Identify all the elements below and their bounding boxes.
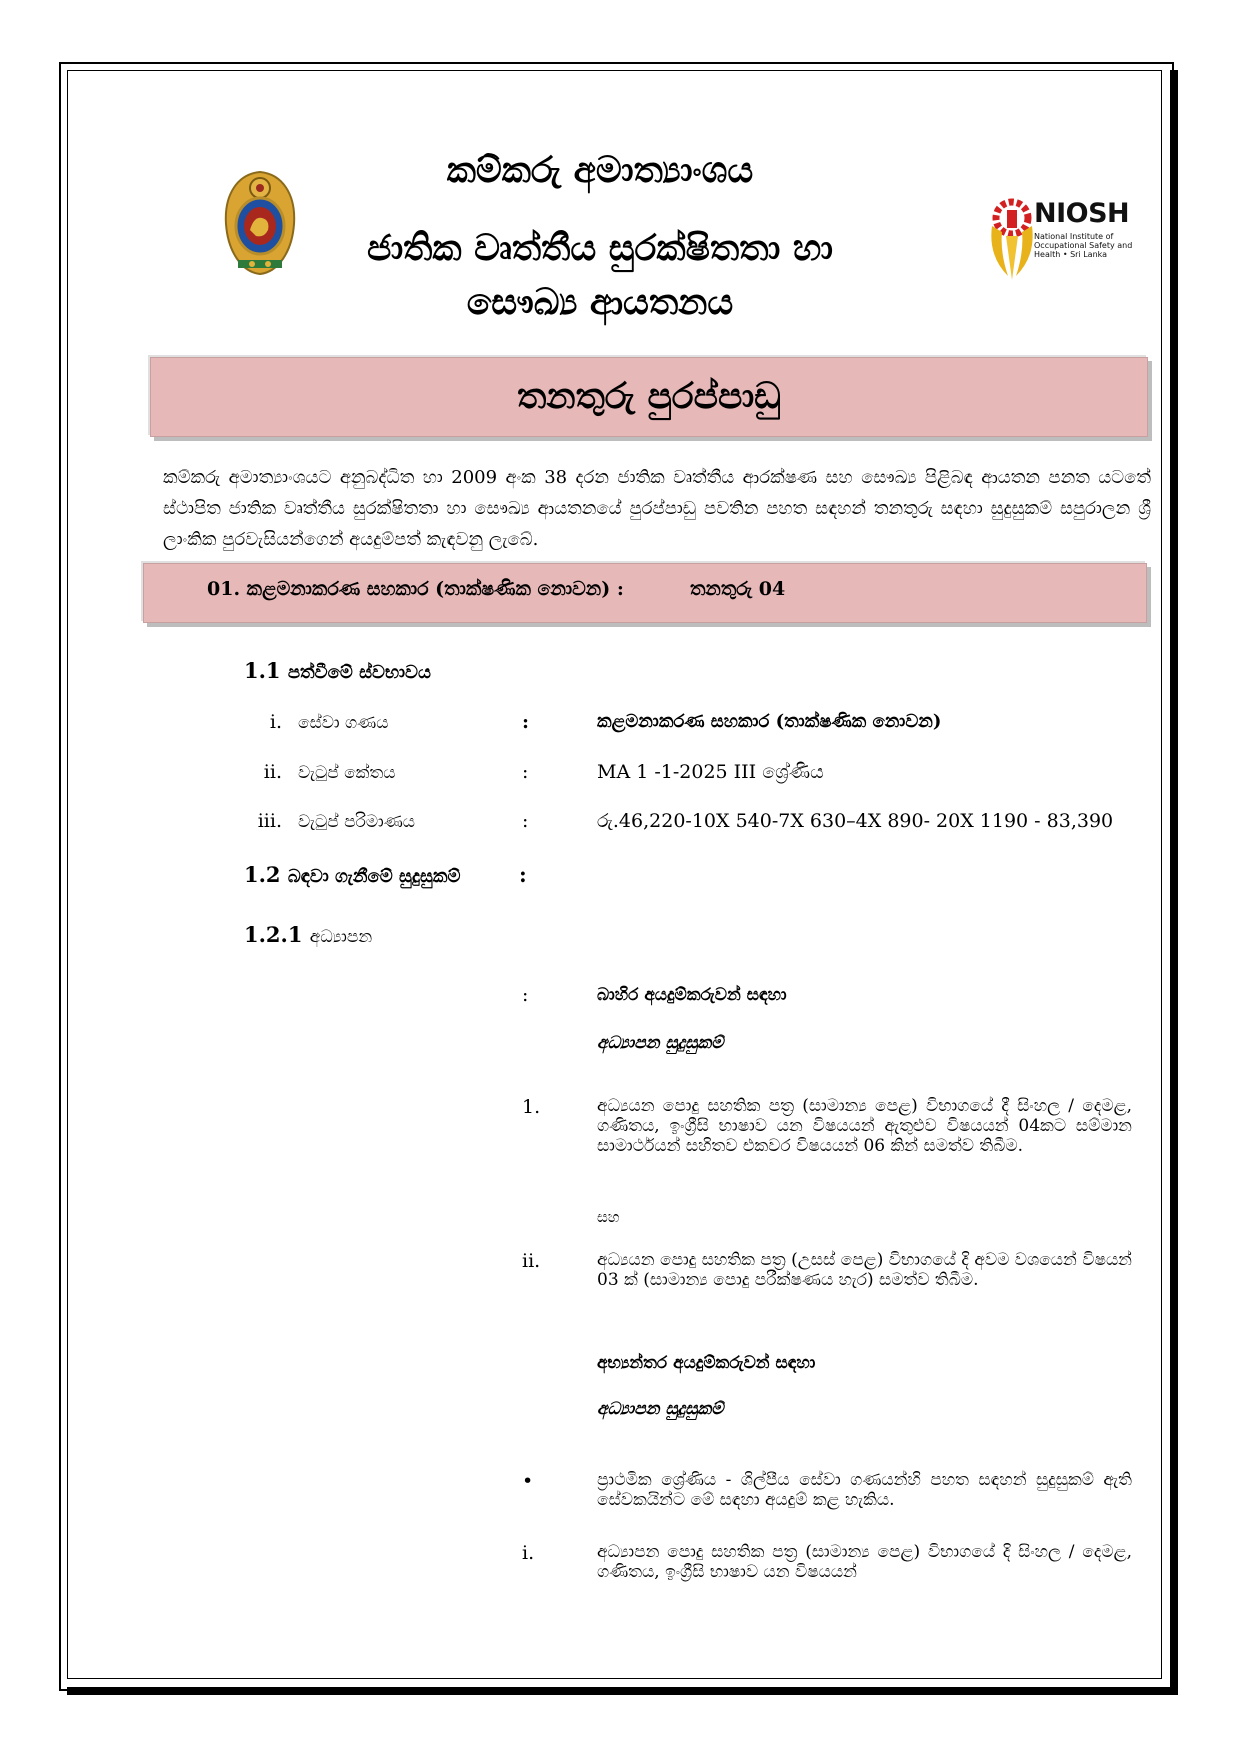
sri-lanka-emblem-icon: [222, 168, 298, 278]
vacancies-banner-title: තනතුරු පුරප්පාඩු: [517, 375, 781, 417]
internal-item-marker: •: [522, 1470, 534, 1492]
row-value: MA 1 -1-2025 III ශ්‍රේණිය: [597, 761, 824, 783]
internal-title: අභ්‍යන්තර අයදුම්කරුවන් සඳහා: [597, 1353, 816, 1373]
row-index: ii.: [263, 761, 282, 783]
ministry-title: කම්කරු අමාත්‍යාංශය: [446, 149, 754, 191]
row-label: සේවා ගණය: [298, 713, 389, 733]
page-shadow-bottom: [67, 1687, 1178, 1695]
vacancies-banner: [150, 357, 1148, 437]
institute-title-line1: ජාතික වෘත්තීය සුරක්ෂිතතා හා: [366, 227, 834, 269]
row-index: i.: [269, 711, 282, 733]
niosh-subtitle: National Institute of Occupational Safety and Health • Sri Lanka: [1034, 232, 1133, 259]
external-title: බාහිර අයදුම්කරුවන් සඳහා: [597, 985, 787, 1005]
row-index: iii.: [257, 810, 282, 832]
row-label: වැටුප් කේතය: [298, 763, 396, 783]
internal-item-text: අධ්‍යාපන පොදු සහතික පත්‍ර (සාමාන්‍ය පෙළ) විභාගයේ දි සිංහල / දෙමළ, ගණිතය, ඉංග්‍රීසි භාෂාව යන විෂයයන්: [597, 1542, 1132, 1582]
education-heading-number: 1.2.1: [244, 922, 303, 947]
niosh-logo: [986, 196, 1136, 284]
external-subtitle: අධ්‍යාපන සුදුසුකම්: [597, 1033, 724, 1053]
nature-heading-number: 1.1: [244, 658, 281, 683]
external-item-text: අධ්‍යයන පොදු සහතික පත්‍ර (සාමාන්‍ය පෙළ) විභාගයේ දී සිංහල / දෙමළ, ගණිතය, ඉංග්‍රීසි භාෂාව යන විෂයයන් ඇතුළුව විෂයයන් 04කට සම්මාන සාමාර්ථයන් සහිතව එකවර විෂයයන් 06 කින් සමත්ව තිබීම.: [597, 1096, 1132, 1156]
external-item-text: අධ්‍යයන පොදු සහතික පත්‍ර (උසස් පෙළ) විභාගයේ දි අවම වශයෙන් විෂයන් 03 ක් (සාමාන්‍ය පොදු පරීක්ෂණය හැර) සමත්ව තිබීම.: [597, 1250, 1132, 1290]
internal-subtitle: අධ්‍යාපන සුදුසුකම්: [597, 1399, 724, 1419]
qualifications-heading-number: 1.2: [244, 862, 281, 887]
section-positions: තනතුරු 04: [690, 578, 786, 600]
row-value: රු.46,220-10X 540-7X 630–4X 890- 20X 1190 - 83,390: [597, 810, 1114, 832]
row-value: කළමනාකරණ සහකාර (තාක්ෂණික නොවන): [597, 711, 942, 732]
page-shadow-right: [1170, 70, 1178, 1694]
niosh-title: NIOSH: [1034, 198, 1130, 229]
education-heading-text: අධ්‍යාපන: [309, 927, 373, 947]
qualifications-colon: :: [519, 862, 527, 887]
row-colon: :: [522, 810, 529, 832]
niosh-gear-icon: [986, 196, 1034, 284]
external-item-marker: 1.: [522, 1096, 541, 1118]
qualifications-heading-text: බඳවා ගැනීමේ සුදුසුකම්: [287, 866, 461, 887]
external-item-marker: ii.: [522, 1250, 541, 1272]
nature-heading: [244, 658, 431, 686]
qualifications-heading: [244, 862, 460, 890]
row-colon: :: [522, 761, 529, 783]
intro-paragraph: කම්කරු අමාත්‍යාංශයට අනුබද්ධිත හා 2009 අංක 38 දරන ජාතික වෘත්තීය ආරක්ෂණ සහ සෞඛ්‍ය පිළිබඳ ආයතන පනත යටතේ ස්ථාපිත ජාතික වෘත්තීය සුරක්ෂිතතා හා සෞඛ්‍ය ආයතනයේ පුරප්පාඩු පවතින පහත සඳහන් තනතුරු සඳහා සුදුසුකම් සපුරාලන ශ්‍රී ලාංකික පුරවැසියන්ගෙන් අයදුම්පත් කැඳවනු ලැබේ.: [163, 467, 1151, 550]
education-heading: [244, 922, 372, 950]
and-text: සහ: [597, 1208, 620, 1226]
row-colon: :: [522, 711, 530, 733]
section-banner: [143, 563, 1147, 623]
row-label: වැටුප් පරිමාණය: [298, 812, 416, 832]
section-title: 01. කළමනාකරණ සහකාර (තාක්ෂණික නොවන) :: [207, 578, 624, 600]
institute-title-line2: සෞඛ්‍ය ආයතනය: [466, 281, 734, 323]
external-colon: :: [522, 984, 529, 1006]
internal-item-marker: i.: [522, 1542, 535, 1564]
nature-heading-text: පත්වීමේ ස්වභාවය: [287, 662, 431, 683]
internal-item-text: ප්‍රාථමික ශ්‍රේණිය - ශිල්පීය සේවා ගණයන්හි පහත සඳහන් සුදුසුකම් ඇති සේවකයින්ට මේ සඳහා අයදුම් කළ හැකිය.: [597, 1470, 1132, 1510]
